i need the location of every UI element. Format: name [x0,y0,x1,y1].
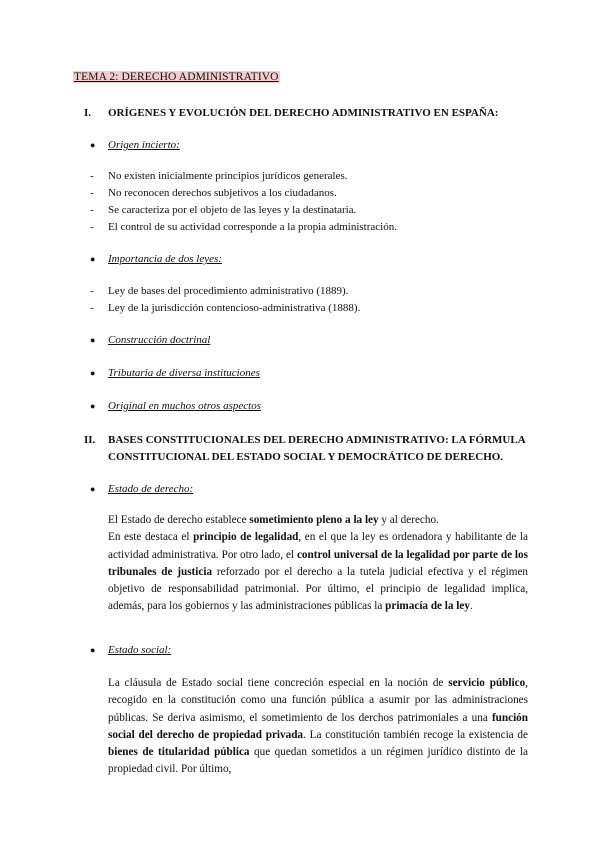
bullet-construccion: ● Construcción doctrinal [90,334,211,346]
section-2-number: II. [84,434,96,446]
bullet-dot-icon: ● [90,401,96,411]
bullet-dot-icon: ● [90,335,96,345]
bullet-importancia: ● Importancia de dos leyes: [90,253,222,265]
list-item: - No existen inicialmente principios jurídicos generales. [90,170,348,182]
bullet-estado-social: ● Estado social: [90,644,172,656]
bullet-dot-icon: ● [90,645,96,655]
list-item: - El control de su actividad corresponde a la propia administración. [90,221,397,233]
bullet-dot-icon: ● [90,368,96,378]
list-item: - Se caracteriza por el objeto de las leyes y la destinataria. [90,204,357,216]
document-title: TEMA 2: DERECHO ADMINISTRATIVO [74,71,279,83]
bullet-dot-icon: ● [90,484,96,494]
bullet-original: ● Original en muchos otros aspectos [90,400,261,412]
section-1-heading [84,107,498,119]
section-2-heading [84,432,526,466]
bullet-dot-icon: ● [90,140,96,150]
bullet-tributaria: ● Tributaria de diversa instituciones [90,367,260,379]
section-1-number: I. [84,107,92,119]
list-item: - Ley de bases del procedimiento administrativo (1889). [90,285,349,297]
bullet-dot-icon: ● [90,254,96,264]
paragraph-estado-social: La cláusula de Estado social tiene concreción especial en la noción de servicio público, recogido en la constitución como una función pública a asumir por las administraciones públicas. Se deriva asimismo, el sometimiento de los derchos patrimoniales a una función social del derecho de propiedad privada. La constitución también recoge la existencia de bienes de titularidad pública que quedan sometidos a un régimen jurídico distinto de la propiedad civil. Por último, [108,677,528,776]
list-item: - No reconocen derechos subjetivos a los ciudadanos. [90,187,337,199]
bullet-estado-derecho: ● Estado de derecho: [90,483,194,495]
section-2-title-line1: BASES CONSTITUCIONALES DEL DERECHO ADMINISTRATIVO: LA FÓRMULA [108,434,526,446]
list-item: - Ley de la jurisdicción contencioso-administrativa (1888). [90,302,361,314]
paragraph-estado-derecho: El Estado de derecho establece sometimiento pleno a la ley y al derecho. En este destaca el principio de legalidad, en el que la ley es ordenadora y habilitante de la actividad administrativa. Por otro lado, el control universal de la legalidad por parte de los tribunales de justicia reforzado por el derecho a la tutela judicial efectiva y el régimen objetivo de responsabilidad patrimonial. Por último, el principio de legalidad implica, además, para los gobiernos y las administraciones públicas la primacía de la ley. [108,514,529,613]
bullet-origen: ● Origen incierto: [90,139,180,151]
section-1-title: ORÍGENES Y EVOLUCIÓN DEL DERECHO ADMINISTRATIVO EN ESPAÑA: [108,107,499,119]
section-2-title-line2: CONSTITUCIONAL DEL ESTADO SOCIAL Y DEMOCRÁTICO DE DERECHO. [108,451,504,463]
